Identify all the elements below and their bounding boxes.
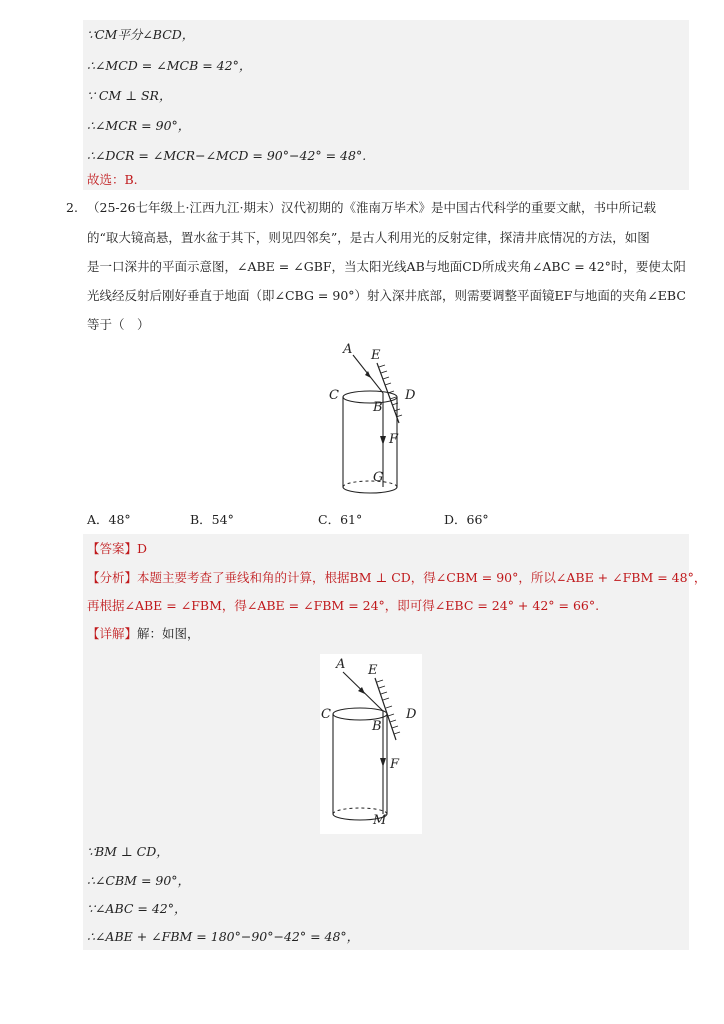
analysis-line2: 再根据∠ABE = ∠FBM，得∠ABE = ∠FBM = 24°，即可得∠EBC = 24° + 42° = 66°. [87, 598, 600, 613]
question-number: 2. [66, 200, 78, 215]
answer-label: 【答案】 [87, 541, 138, 556]
solution2-line2: ∴∠CBM = 90°， [87, 873, 191, 888]
label2-B: B [372, 719, 382, 734]
option-c: C．61° [318, 512, 363, 527]
answer-value: D [137, 541, 148, 556]
detail-label: 【详解】 [87, 626, 138, 641]
label-E: E [371, 348, 381, 363]
answer-line [87, 541, 147, 557]
question-line3: 是一口深井的平面示意图，∠ABE = ∠GBF，当太阳光线AB与地面CD所成夹角∠ABC = 42°时，要使太阳 [87, 259, 686, 274]
analysis-label: 【分析】 [87, 570, 138, 585]
label2-F: F [390, 757, 400, 772]
label-G: G [373, 470, 384, 485]
option-a: A．48° [87, 512, 131, 527]
solution1-line5: ∴∠DCR = ∠MCR−∠MCD = 90°−42° = 48°. [87, 148, 367, 163]
question-line2: 的“取大镜高悬，置水盆于其下，则见四邻矣”，是古人利用光的反射定律，探清井底情况的方法，如图 [87, 230, 650, 245]
solution-block-1 [83, 20, 689, 190]
analysis-line1 [87, 570, 706, 586]
well-figure-2 [320, 654, 422, 834]
solution1-line3: ∵ CM ⊥ SR， [87, 88, 172, 103]
label-F: F [389, 432, 399, 447]
solution1-line1: ∵CM平分∠BCD， [87, 27, 195, 42]
label-D: D [405, 388, 416, 403]
solution2-line4: ∴∠ABE + ∠FBM = 180°−90°−42° = 48°， [87, 929, 360, 944]
label-A: A [343, 342, 353, 357]
solution1-choice: 故选：B. [87, 172, 138, 187]
label2-C: C [321, 707, 331, 722]
question-line1: （25-26七年级上·江西九江·期末）汉代初期的《淮南万毕术》是中国古代科学的重要文献，书中所记载 [87, 200, 656, 215]
solution1-line4: ∴∠MCR = 90°， [87, 118, 191, 133]
solution2-line1: ∵BM ⊥ CD， [87, 844, 169, 859]
question-line5: 等于（ ） [87, 317, 150, 332]
option-d: D．66° [444, 512, 489, 527]
label2-M: M [373, 813, 387, 828]
label2-E: E [368, 663, 378, 678]
label-B: B [373, 400, 383, 415]
question-line4: 光线经反射后刚好垂直于地面（即∠CBG = 90°）射入深井底部，则需要调整平面镜EF与地面的夹角∠EBC [87, 288, 686, 303]
label-C: C [329, 388, 339, 403]
detail-text: 解：如图， [137, 626, 200, 641]
option-b: B．54° [190, 512, 234, 527]
label2-A: A [336, 657, 346, 672]
well-figure-1 [325, 335, 435, 509]
solution1-line2: ∴∠MCD = ∠MCB = 42°， [87, 58, 252, 73]
analysis-text1: 本题主要考查了垂线和角的计算，根据BM ⊥ CD，得∠CBM = 90°，所以∠ABE + ∠FBM = 48°， [137, 570, 707, 585]
detail-line [87, 626, 200, 642]
solution2-line3: ∵∠ABC = 42°， [87, 901, 187, 916]
label2-D: D [406, 707, 417, 722]
